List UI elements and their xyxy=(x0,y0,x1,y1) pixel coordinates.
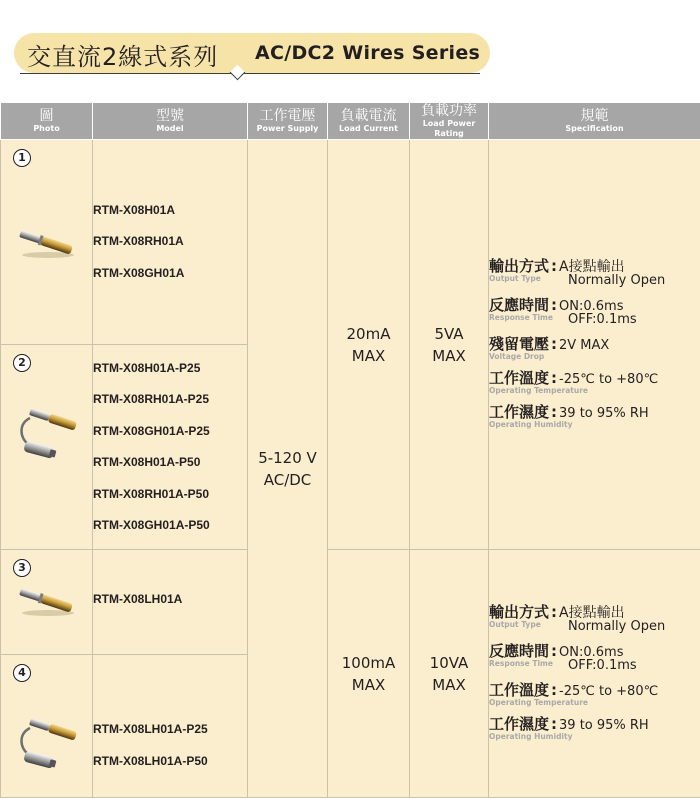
specification-cell xyxy=(489,140,700,550)
sensor-with-connector-image xyxy=(16,400,82,464)
power-supply-cell xyxy=(248,140,328,798)
model-number: RTM-X08GH01A-P50 xyxy=(93,510,247,542)
spec-output-type: 輸出方式 : A接點輸出 Output Type Normally Open xyxy=(489,255,700,288)
spec-table xyxy=(0,102,700,798)
banner-underline xyxy=(20,73,480,74)
sensor-with-connector-image xyxy=(16,710,82,774)
load-current-unit: MAX xyxy=(352,347,385,365)
row-number-badge: 1 xyxy=(13,149,31,167)
model-number: RTM-X08H01A-P50 xyxy=(93,447,247,479)
specification-cell xyxy=(489,550,700,798)
table-header-row xyxy=(1,103,700,140)
model-cell xyxy=(93,140,248,345)
model-number: RTM-X08LH01A-P50 xyxy=(93,746,247,778)
spec-operating-humidity: 工作濕度 : 39 to 95% RH Operating Humidity xyxy=(489,401,700,429)
spec-output-type: 輸出方式 : A接點輸出 Output Type Normally Open xyxy=(489,601,700,634)
load-power-unit: MAX xyxy=(432,676,465,694)
header-photo: 圖 Photo xyxy=(1,103,93,140)
photo-cell xyxy=(1,345,93,550)
model-cell xyxy=(93,345,248,550)
spec-operating-temperature: 工作溫度 : -25℃ to +80℃ Operating Temperature xyxy=(489,679,700,707)
header-load-current: 負載電流 Load Current xyxy=(328,103,410,140)
proximity-sensor-image xyxy=(16,230,78,260)
load-current-cell xyxy=(328,140,410,550)
table-row xyxy=(1,140,700,345)
model-number: RTM-X08H01A xyxy=(93,195,247,227)
proximity-sensor-image xyxy=(16,588,78,618)
model-cell xyxy=(93,655,248,798)
load-power-cell xyxy=(410,550,489,798)
series-title-en: AC/DC2 Wires Series xyxy=(255,42,480,64)
load-power-value: 10VA xyxy=(430,654,469,672)
photo-cell xyxy=(1,550,93,655)
row-number-badge: 4 xyxy=(13,664,31,682)
model-number: RTM-X08RH01A-P25 xyxy=(93,384,247,416)
spec-voltage-drop: 殘留電壓 : 2V MAX Voltage Drop xyxy=(489,333,700,361)
model-number: RTM-X08LH01A-P25 xyxy=(93,714,247,746)
model-number: RTM-X08GH01A-P25 xyxy=(93,416,247,448)
load-power-cell xyxy=(410,140,489,550)
series-title-zh: 交直流2線式系列 xyxy=(27,37,218,72)
model-cell xyxy=(93,550,248,655)
load-power-unit: MAX xyxy=(432,347,465,365)
power-supply-value: 5-120 V xyxy=(258,449,317,467)
row-number-badge: 2 xyxy=(13,354,31,372)
model-number: RTM-X08GH01A xyxy=(93,258,247,290)
header-specification: 規範 Specification xyxy=(489,103,700,140)
load-current-unit: MAX xyxy=(352,676,385,694)
table-row xyxy=(1,550,700,655)
spec-response-time: 反應時間 : ON:0.6ms Response Time OFF:0.1ms xyxy=(489,294,700,327)
header-load-power: 負載功率 Load Power Rating xyxy=(410,103,489,140)
spec-response-time: 反應時間 : ON:0.6ms Response Time OFF:0.1ms xyxy=(489,640,700,673)
spec-operating-temperature: 工作溫度 : -25℃ to +80℃ Operating Temperature xyxy=(489,367,700,395)
row-number-badge: 3 xyxy=(13,559,31,577)
photo-cell xyxy=(1,140,93,345)
power-supply-type: AC/DC xyxy=(264,471,312,489)
model-number: RTM-X08LH01A xyxy=(93,584,247,616)
model-number: RTM-X08RH01A xyxy=(93,226,247,258)
load-power-value: 5VA xyxy=(434,325,463,343)
load-current-value: 100mA xyxy=(342,654,396,672)
header-power-supply: 工作電壓 Power Supply xyxy=(248,103,328,140)
model-number: RTM-X08RH01A-P50 xyxy=(93,479,247,511)
header-model: 型號 Model xyxy=(93,103,248,140)
series-banner xyxy=(14,33,490,73)
spec-operating-humidity: 工作濕度 : 39 to 95% RH Operating Humidity xyxy=(489,713,700,741)
model-number: RTM-X08H01A-P25 xyxy=(93,353,247,385)
load-current-cell xyxy=(328,550,410,798)
photo-cell xyxy=(1,655,93,798)
load-current-value: 20mA xyxy=(347,325,391,343)
